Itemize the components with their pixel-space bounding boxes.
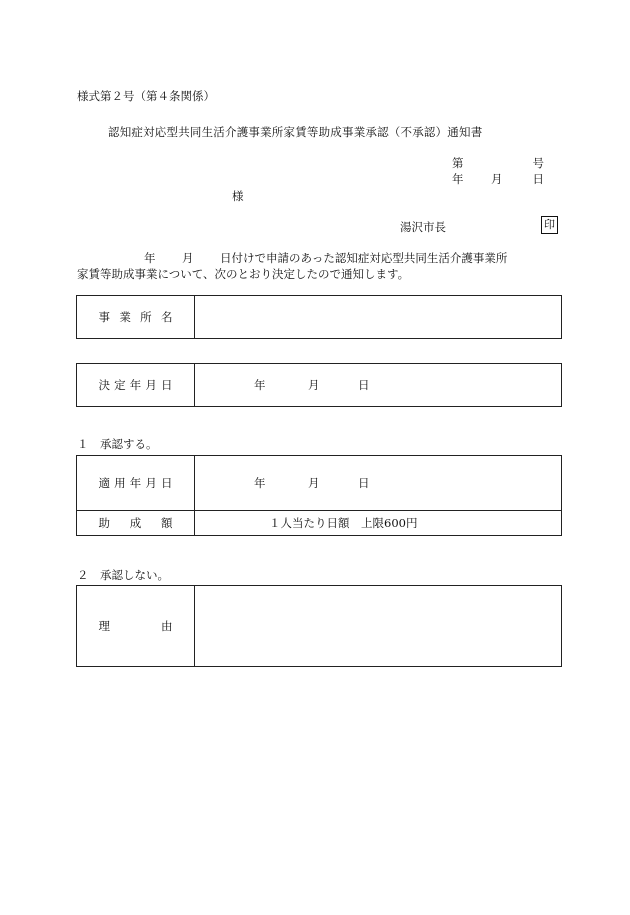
date-year: 年: [452, 172, 464, 186]
apply-date-label-cell: [77, 456, 195, 511]
intro-text-1: 日付けで申請のあった認知症対応型共同生活介護事業所: [220, 251, 508, 265]
decision-date-label-cell: [77, 364, 195, 407]
decision-year: 年: [254, 378, 266, 392]
addressee-suffix: 様: [232, 189, 244, 203]
number-suffix: 号: [532, 156, 544, 170]
issuer-mayor: 湯沢市長: [400, 220, 446, 234]
reason-label-cell: [77, 586, 195, 667]
number-prefix: 第: [452, 156, 464, 170]
reason-label: 理由: [98, 619, 173, 633]
decision-month: 月: [308, 378, 320, 392]
intro-line-2: 家賃等助成事業について、次のとおり決定したので通知します。: [77, 267, 410, 281]
decision-date-label: 決定年月日: [98, 378, 173, 392]
grant-amount-label: 助成額: [98, 516, 173, 530]
intro-year: 年: [144, 251, 156, 265]
office-name-value-cell: [195, 296, 562, 339]
date-month: 月: [491, 172, 503, 186]
office-name-table: [76, 295, 562, 339]
reason-value-cell: [195, 586, 562, 667]
apply-date-value-cell: [195, 456, 562, 511]
decision-date-table: [76, 363, 562, 407]
apply-day: 日: [358, 476, 370, 490]
document-title: 認知症対応型共同生活介護事業所家賃等助成事業承認（不承認）通知書: [108, 125, 483, 139]
apply-year: 年: [254, 476, 266, 490]
office-name-label: 事業所名: [98, 310, 173, 324]
form-number: 様式第２号（第４条関係）: [77, 89, 215, 103]
grant-amount-value: １人当たり日額 上限600円: [269, 516, 418, 530]
decision-date-value-cell: [195, 364, 562, 407]
section-2-heading: ２ 承認しない。: [77, 568, 169, 582]
apply-month: 月: [308, 476, 320, 490]
document-number-line: [452, 155, 544, 171]
rejection-table: [76, 585, 562, 667]
decision-day: 日: [358, 378, 370, 392]
approval-table: [76, 455, 562, 536]
office-name-label-cell: [77, 296, 195, 339]
intro-month: 月: [182, 251, 194, 265]
seal-mark: 印: [541, 216, 558, 234]
apply-date-label: 適用年月日: [98, 476, 173, 490]
grant-amount-label-cell: [77, 511, 195, 536]
section-1-heading: １ 承認する。: [77, 437, 158, 451]
document-date-line: [452, 171, 544, 187]
date-day: 日: [532, 172, 544, 186]
grant-amount-value-cell: [195, 511, 562, 536]
